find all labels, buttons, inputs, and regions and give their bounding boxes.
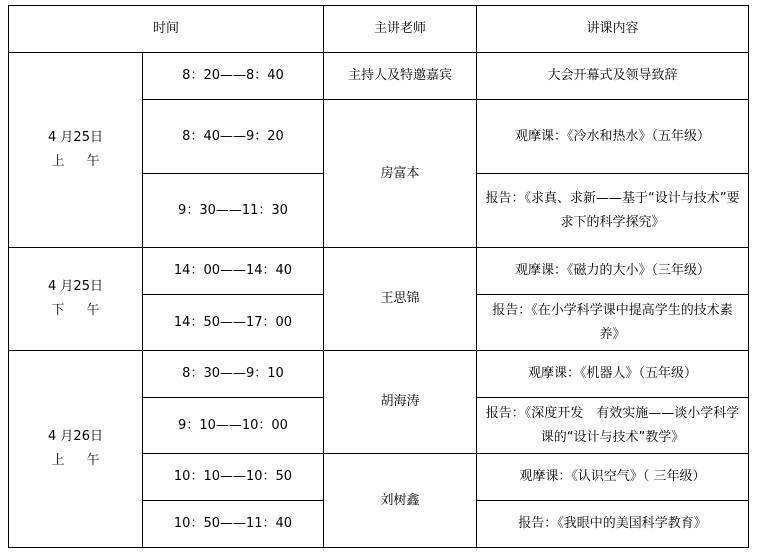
- day-cell-apr25-am: [9, 53, 143, 248]
- time-cell: 10：10——10：50: [143, 454, 324, 501]
- content-cell: 观摩课：《认识空气》（ 三年级）: [477, 454, 749, 501]
- day-cell-apr26-am: [9, 351, 143, 548]
- day-date: 4 月25日: [48, 130, 103, 145]
- time-cell: 9：30——11：30: [143, 174, 324, 248]
- table-row: [9, 248, 749, 295]
- day-period-b: 午: [86, 453, 100, 468]
- table-row: [9, 53, 749, 100]
- content-cell: 观摩课：《冷水和热水》（五年级）: [477, 100, 749, 174]
- content-cell: 观摩课：《机器人》（五年级）: [477, 351, 749, 398]
- day-period-b: 午: [86, 154, 100, 169]
- day-period-a: 上: [51, 453, 65, 468]
- time-cell: 14：50——17：00: [143, 295, 324, 351]
- header-row: [9, 6, 749, 53]
- day-period-a: 下: [51, 303, 65, 318]
- teacher-cell: 胡海涛: [324, 351, 477, 454]
- header-teacher: 主讲老师: [324, 6, 477, 53]
- day-period-b: 午: [86, 303, 100, 318]
- time-cell: 8：40——9：20: [143, 100, 324, 174]
- day-period-a: 上: [51, 154, 65, 169]
- teacher-cell: 王思锦: [324, 248, 477, 351]
- content-cell: 报告：《深度开发 有效实施——谈小学科学课的“设计与技术”教学》: [477, 398, 749, 454]
- day-period: [15, 299, 136, 323]
- day-cell-apr25-pm: [9, 248, 143, 351]
- day-period: [15, 150, 136, 174]
- day-period: [15, 449, 136, 473]
- content-cell: 报告：《我眼中的美国科学教育》: [477, 501, 749, 548]
- teacher-cell: 刘树鑫: [324, 454, 477, 548]
- header-content: 讲课内容: [477, 6, 749, 53]
- content-cell: 报告：《求真、求新——基于“设计与技术”要求下的科学探究》: [477, 174, 749, 248]
- content-cell: 大会开幕式及领导致辞: [477, 53, 749, 100]
- teacher-cell: 房富本: [324, 100, 477, 248]
- time-cell: 9：10——10：00: [143, 398, 324, 454]
- time-cell: 10：50——11：40: [143, 501, 324, 548]
- schedule-table: [8, 5, 749, 548]
- teacher-cell: 主持人及特邀嘉宾: [324, 53, 477, 100]
- header-time: 时间: [9, 6, 324, 53]
- content-cell: 观摩课：《磁力的大小》（三年级）: [477, 248, 749, 295]
- content-cell: 报告：《在小学科学课中提高学生的技术素养》: [477, 295, 749, 351]
- time-cell: 8：20——8：40: [143, 53, 324, 100]
- table-row: [9, 351, 749, 398]
- time-cell: 8：30——9：10: [143, 351, 324, 398]
- time-cell: 14：00——14：40: [143, 248, 324, 295]
- day-date: 4 月25日: [48, 279, 103, 294]
- day-date: 4 月26日: [48, 429, 103, 444]
